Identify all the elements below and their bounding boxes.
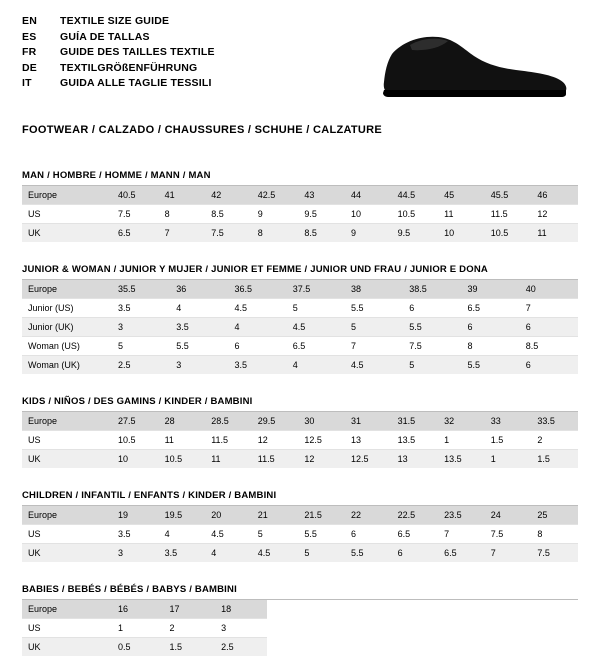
size-cell: 4.5 xyxy=(229,299,287,318)
size-cell: 1.5 xyxy=(485,431,532,450)
size-cell: 5.5 xyxy=(170,337,228,356)
size-cell: 5 xyxy=(287,299,345,318)
language-code: IT xyxy=(22,76,60,92)
size-cell: 1.5 xyxy=(531,450,578,469)
table-row xyxy=(22,318,578,337)
row-label: UK xyxy=(22,544,112,563)
size-cell: 8 xyxy=(159,205,206,224)
size-cell: 5 xyxy=(403,356,461,375)
size-cell: 13.5 xyxy=(438,450,485,469)
size-section xyxy=(22,396,578,468)
size-cell: 8 xyxy=(531,525,578,544)
size-cell: 9.5 xyxy=(392,224,439,243)
size-cell: 41 xyxy=(159,186,206,205)
size-cell: 4 xyxy=(170,299,228,318)
size-cell: 45.5 xyxy=(485,186,532,205)
size-cell: 8.5 xyxy=(520,337,578,356)
size-cell: 29.5 xyxy=(252,412,299,431)
language-code: EN xyxy=(22,14,60,30)
size-cell: 19 xyxy=(112,506,159,525)
size-cell: 36 xyxy=(170,280,228,299)
table-row xyxy=(22,431,578,450)
size-cell: 12.5 xyxy=(298,431,345,450)
table-row xyxy=(22,280,578,299)
size-cell: 2 xyxy=(531,431,578,450)
size-cell: 5 xyxy=(298,544,345,563)
language-title: GUIDE DES TAILLES TEXTILE xyxy=(60,45,215,61)
size-cell: 12 xyxy=(298,450,345,469)
size-sections xyxy=(22,170,578,656)
size-cell: 31.5 xyxy=(392,412,439,431)
size-cell: 7 xyxy=(485,544,532,563)
size-cell: 4 xyxy=(229,318,287,337)
size-cell: 6.5 xyxy=(287,337,345,356)
size-section-title: MAN / HOMBRE / HOMME / MANN / MAN xyxy=(22,170,578,186)
size-cell: 11 xyxy=(438,205,485,224)
language-code: FR xyxy=(22,45,60,61)
size-cell: 2.5 xyxy=(112,356,170,375)
size-cell: 35.5 xyxy=(112,280,170,299)
size-cell: 39 xyxy=(462,280,520,299)
size-table xyxy=(22,280,578,374)
size-cell: 4 xyxy=(205,544,252,563)
size-cell: 4 xyxy=(287,356,345,375)
size-cell: 4.5 xyxy=(205,525,252,544)
size-section-title: CHILDREN / INFANTIL / ENFANTS / KINDER / BAMBINI xyxy=(22,490,578,506)
size-table xyxy=(22,600,267,656)
size-cell: 8 xyxy=(252,224,299,243)
size-cell: 6.5 xyxy=(462,299,520,318)
size-cell: 19.5 xyxy=(159,506,206,525)
row-label: Europe xyxy=(22,412,112,431)
size-cell: 5 xyxy=(112,337,170,356)
table-row xyxy=(22,450,578,469)
size-cell: 6 xyxy=(403,299,461,318)
size-cell: 10 xyxy=(438,224,485,243)
table-row xyxy=(22,544,578,563)
table-row xyxy=(22,525,578,544)
size-cell: 1 xyxy=(112,619,164,638)
size-cell: 10.5 xyxy=(392,205,439,224)
size-cell: 5 xyxy=(345,318,403,337)
size-cell: 5.5 xyxy=(298,525,345,544)
language-title: GUIDA ALLE TAGLIE TESSILI xyxy=(60,76,215,92)
size-cell: 18 xyxy=(215,600,267,619)
size-cell: 42.5 xyxy=(252,186,299,205)
size-cell: 5 xyxy=(252,525,299,544)
size-cell: 4.5 xyxy=(252,544,299,563)
size-cell: 27.5 xyxy=(112,412,159,431)
size-cell: 40 xyxy=(520,280,578,299)
size-cell: 12 xyxy=(252,431,299,450)
language-title: TEXTILE SIZE GUIDE xyxy=(60,14,215,30)
size-cell: 40.5 xyxy=(112,186,159,205)
size-cell: 7.5 xyxy=(403,337,461,356)
size-cell: 38 xyxy=(345,280,403,299)
size-cell: 4 xyxy=(159,525,206,544)
size-cell: 7 xyxy=(345,337,403,356)
size-cell: 13.5 xyxy=(392,431,439,450)
size-section-title: KIDS / NIÑOS / DES GAMINS / KINDER / BAMBINI xyxy=(22,396,578,412)
size-cell: 7 xyxy=(438,525,485,544)
size-cell: 44 xyxy=(345,186,392,205)
row-label: Woman (US) xyxy=(22,337,112,356)
row-label: US xyxy=(22,431,112,450)
size-cell: 30 xyxy=(298,412,345,431)
size-cell: 11 xyxy=(531,224,578,243)
size-cell: 22.5 xyxy=(392,506,439,525)
row-label: Junior (UK) xyxy=(22,318,112,337)
size-cell: 10 xyxy=(112,450,159,469)
size-cell: 11.5 xyxy=(485,205,532,224)
size-cell: 10.5 xyxy=(112,431,159,450)
size-cell: 4.5 xyxy=(287,318,345,337)
size-cell: 12.5 xyxy=(345,450,392,469)
size-cell: 13 xyxy=(345,431,392,450)
size-cell: 3.5 xyxy=(112,525,159,544)
row-label: US xyxy=(22,525,112,544)
size-cell: 16 xyxy=(112,600,164,619)
size-cell: 9 xyxy=(345,224,392,243)
size-section xyxy=(22,490,578,562)
size-cell: 1.5 xyxy=(164,638,216,656)
row-label: Junior (US) xyxy=(22,299,112,318)
table-row xyxy=(22,186,578,205)
size-section-title: BABIES / BEBÉS / BÉBÉS / BABYS / BAMBINI xyxy=(22,584,578,600)
footwear-category-heading: FOOTWEAR / CALZADO / CHAUSSURES / SCHUHE / CALZATURE xyxy=(22,124,578,136)
size-cell: 11 xyxy=(205,450,252,469)
size-cell: 8.5 xyxy=(205,205,252,224)
size-cell: 3 xyxy=(170,356,228,375)
row-label: UK xyxy=(22,450,112,469)
size-cell: 6 xyxy=(520,356,578,375)
language-row xyxy=(22,45,215,61)
size-cell: 5.5 xyxy=(345,544,392,563)
language-title-list xyxy=(22,14,215,92)
table-row xyxy=(22,600,267,619)
size-cell: 45 xyxy=(438,186,485,205)
size-cell: 46 xyxy=(531,186,578,205)
size-cell: 9 xyxy=(252,205,299,224)
row-label: Europe xyxy=(22,506,112,525)
size-cell: 32 xyxy=(438,412,485,431)
size-cell: 12 xyxy=(531,205,578,224)
size-cell: 22 xyxy=(345,506,392,525)
language-row xyxy=(22,61,215,77)
size-cell: 36.5 xyxy=(229,280,287,299)
size-section xyxy=(22,584,578,656)
size-cell: 6 xyxy=(345,525,392,544)
size-cell: 10.5 xyxy=(159,450,206,469)
row-label: Europe xyxy=(22,186,112,205)
size-cell: 6.5 xyxy=(112,224,159,243)
size-cell: 6 xyxy=(520,318,578,337)
size-cell: 6 xyxy=(229,337,287,356)
table-row xyxy=(22,638,267,656)
size-cell: 3.5 xyxy=(112,299,170,318)
row-label: UK xyxy=(22,224,112,243)
size-cell: 3 xyxy=(112,544,159,563)
size-cell: 38.5 xyxy=(403,280,461,299)
size-cell: 3.5 xyxy=(159,544,206,563)
language-code: ES xyxy=(22,30,60,46)
table-row xyxy=(22,299,578,318)
size-cell: 1 xyxy=(438,431,485,450)
size-cell: 6.5 xyxy=(392,525,439,544)
table-row xyxy=(22,224,578,243)
size-cell: 2 xyxy=(164,619,216,638)
size-cell: 6.5 xyxy=(438,544,485,563)
dress-shoe-icon xyxy=(382,32,572,104)
language-title: GUÍA DE TALLAS xyxy=(60,30,215,46)
size-cell: 44.5 xyxy=(392,186,439,205)
size-cell: 7.5 xyxy=(485,525,532,544)
size-cell: 21.5 xyxy=(298,506,345,525)
size-cell: 21 xyxy=(252,506,299,525)
size-section xyxy=(22,170,578,242)
size-cell: 25 xyxy=(531,506,578,525)
size-cell: 7 xyxy=(159,224,206,243)
size-cell: 10 xyxy=(345,205,392,224)
row-label: Europe xyxy=(22,280,112,299)
size-cell: 2.5 xyxy=(215,638,267,656)
table-row xyxy=(22,619,267,638)
size-cell: 5.5 xyxy=(462,356,520,375)
size-table xyxy=(22,186,578,242)
table-row xyxy=(22,412,578,431)
document-header xyxy=(22,14,578,110)
size-cell: 28 xyxy=(159,412,206,431)
size-table xyxy=(22,506,578,562)
row-label: Woman (UK) xyxy=(22,356,112,375)
table-row xyxy=(22,205,578,224)
size-cell: 6 xyxy=(392,544,439,563)
size-cell: 11.5 xyxy=(252,450,299,469)
size-cell: 1 xyxy=(485,450,532,469)
size-cell: 3.5 xyxy=(170,318,228,337)
size-cell: 7 xyxy=(520,299,578,318)
size-cell: 7.5 xyxy=(531,544,578,563)
row-label: UK xyxy=(22,638,112,656)
size-cell: 3 xyxy=(112,318,170,337)
size-cell: 11.5 xyxy=(205,431,252,450)
size-cell: 24 xyxy=(485,506,532,525)
language-row xyxy=(22,14,215,30)
size-section xyxy=(22,264,578,374)
size-cell: 5.5 xyxy=(403,318,461,337)
size-cell: 33.5 xyxy=(531,412,578,431)
size-cell: 9.5 xyxy=(298,205,345,224)
size-cell: 37.5 xyxy=(287,280,345,299)
size-cell: 7.5 xyxy=(112,205,159,224)
size-cell: 23.5 xyxy=(438,506,485,525)
language-code: DE xyxy=(22,61,60,77)
size-cell: 13 xyxy=(392,450,439,469)
language-title: TEXTILGRÖßENFÜHRUNG xyxy=(60,61,215,77)
size-cell: 10.5 xyxy=(485,224,532,243)
table-row xyxy=(22,337,578,356)
language-row xyxy=(22,76,215,92)
size-cell: 7.5 xyxy=(205,224,252,243)
size-cell: 8 xyxy=(462,337,520,356)
size-cell: 42 xyxy=(205,186,252,205)
size-cell: 17 xyxy=(164,600,216,619)
size-section-title: JUNIOR & WOMAN / JUNIOR Y MUJER / JUNIOR ET FEMME / JUNIOR UND FRAU / JUNIOR E DONA xyxy=(22,264,578,280)
size-cell: 6 xyxy=(462,318,520,337)
language-row xyxy=(22,30,215,46)
size-cell: 4.5 xyxy=(345,356,403,375)
size-cell: 11 xyxy=(159,431,206,450)
size-cell: 3.5 xyxy=(229,356,287,375)
size-cell: 3 xyxy=(215,619,267,638)
table-row xyxy=(22,356,578,375)
table-row xyxy=(22,506,578,525)
size-cell: 20 xyxy=(205,506,252,525)
row-label: Europe xyxy=(22,600,112,619)
size-cell: 31 xyxy=(345,412,392,431)
size-cell: 43 xyxy=(298,186,345,205)
size-cell: 28.5 xyxy=(205,412,252,431)
row-label: US xyxy=(22,205,112,224)
size-table xyxy=(22,412,578,468)
row-label: US xyxy=(22,619,112,638)
size-cell: 33 xyxy=(485,412,532,431)
size-cell: 0.5 xyxy=(112,638,164,656)
size-cell: 5.5 xyxy=(345,299,403,318)
size-cell: 8.5 xyxy=(298,224,345,243)
